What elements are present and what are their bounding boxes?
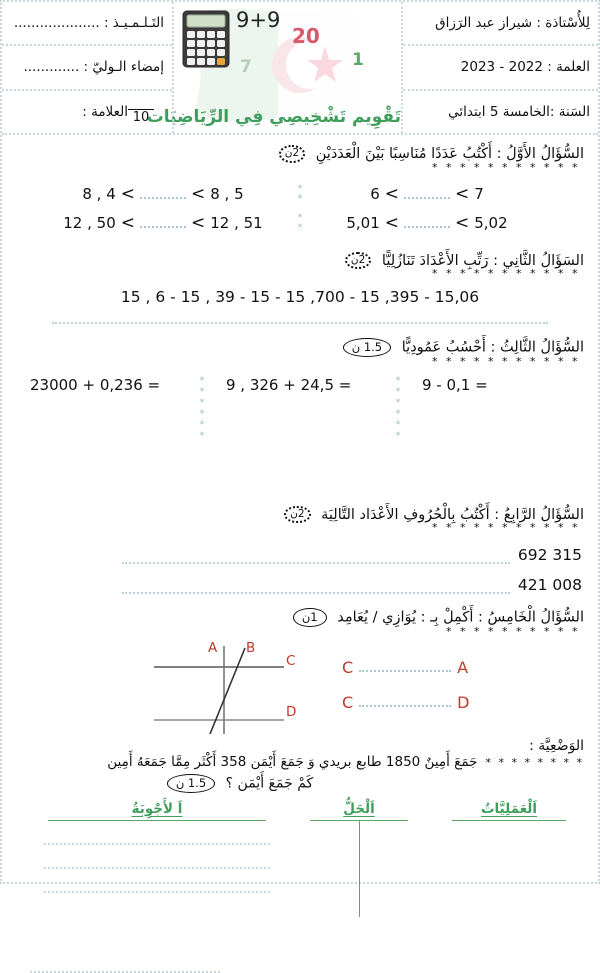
q1-r1-right-high: 7: [474, 185, 484, 204]
diagram-label-b: B: [246, 639, 256, 656]
mark-fraction[interactable]: [128, 99, 154, 124]
diagram-label-a: A: [208, 639, 218, 656]
diagram-label-c: C: [286, 652, 296, 669]
col-solution-title: اَلْحَلُّ: [343, 800, 375, 817]
q1-r2-left-high: 12 , 51: [210, 214, 263, 233]
q5-row2-blank[interactable]: [359, 697, 451, 707]
column-separator-dots: * *: [297, 213, 303, 234]
col-answers-title: اَ لأَجْوِبَةُ: [131, 800, 183, 817]
less-than-icon: <: [120, 213, 135, 234]
q1-r2-right-blank[interactable]: [404, 219, 450, 228]
col-answers-rule: [48, 820, 266, 821]
q5-answer-row-2[interactable]: [342, 693, 588, 712]
header-sum-badge: 9+9: [236, 8, 281, 32]
q1-r1-left-high: 8 , 5: [210, 185, 244, 204]
question-1-row: [12, 180, 588, 209]
q5-row1-right-label: A: [457, 657, 469, 677]
question-5-diagram: [12, 639, 312, 734]
situation-stars: * * * * * * * *: [485, 755, 584, 769]
worksheet-title: تَقْوِيم تَشْخِيصِي فِي الرِّيَاضِيَات: [146, 107, 401, 127]
less-than-icon: <: [191, 184, 206, 205]
question-1-stars: * * * * * * * * * * *: [432, 160, 580, 174]
question-2-answer-line[interactable]: [52, 322, 548, 324]
q4-number-2: 421 008: [517, 576, 582, 595]
question-4-stars: * * * * * * * * * * *: [432, 521, 580, 535]
diagram-label-d: D: [286, 703, 297, 720]
question-3-stars: * * * * * * * * * * *: [432, 354, 580, 368]
less-than-icon: <: [384, 213, 399, 234]
question-3-points: 1.5 ن: [343, 338, 391, 357]
answer-write-line[interactable]: [44, 891, 270, 893]
situation-question-row: [12, 774, 588, 793]
question-1-row: [12, 209, 588, 238]
calculator-icon: [182, 10, 230, 68]
q1-r2-right-pair[interactable]: [311, 213, 543, 233]
solution-col-answers: [26, 799, 288, 917]
pupil-name-field[interactable]: التَـلـمـيـذ : ....................: [2, 2, 172, 46]
question-5-points: 1ن: [293, 608, 327, 627]
question-4-points: 2ن: [284, 506, 310, 524]
lines-geometry-figure: [12, 639, 312, 734]
question-5-area: [12, 639, 588, 734]
header-badge-1: 1: [352, 50, 364, 70]
q1-r2-right-high: 5,02: [474, 214, 508, 233]
q3-item-3: 23000 + 0,236 =: [30, 375, 161, 394]
situation-statement-row: [12, 754, 588, 770]
q1-r2-left-low: 12 , 50: [63, 214, 116, 233]
question-5-stars: * * * * * * * * * *: [446, 624, 580, 638]
situation-question: كَمْ جَمَعَ أَيْمَن ؟: [225, 775, 314, 792]
situation-points: 1.5 ن: [167, 774, 215, 793]
worksheet-header: [2, 2, 598, 135]
q1-r2-left-pair[interactable]: [57, 213, 289, 233]
header-badge-20: 20: [292, 24, 320, 48]
question-2-title: السَؤَالُ الثَّانِي : رَتِّبِ الأَعْدَادَ تَنَازُلِيًّا: [381, 252, 584, 269]
question-4-row: [12, 576, 588, 594]
less-than-icon: <: [191, 213, 206, 234]
question-5-answers: [312, 642, 588, 734]
q5-row1-blank[interactable]: [359, 662, 451, 672]
header-left-column: [2, 2, 174, 133]
solution-column-divider: [359, 821, 360, 917]
question-2-stars: * * * * * * * * * * *: [432, 267, 580, 281]
col-operations-title: اَلْعَمَلِيَّاتُ: [480, 800, 538, 817]
situation-text: جَمَعَ أَمِينٌ 1850 طابع بريدي وَ جَمَعَ أَيْمَن 358 أَكْثَر مِمَّا جَمَعَهُ أَمِين: [107, 753, 478, 770]
question-4-row: [12, 546, 588, 564]
q1-r2-right-low: 5,01: [346, 214, 380, 233]
q4-answer-line-2[interactable]: [122, 582, 510, 594]
q3-item-1: 9 - 0,1 =: [422, 375, 488, 394]
mark-label: العلامة :: [82, 103, 128, 120]
q5-answer-row-1[interactable]: [342, 658, 588, 677]
q5-row2-right-label: D: [457, 692, 470, 712]
less-than-icon: <: [384, 184, 399, 205]
header-center-column: [146, 2, 401, 133]
parent-signature-field[interactable]: إمضاء الـوليّ : .............: [2, 46, 172, 90]
q3-item-2: 9 , 326 + 24,5 =: [226, 375, 352, 394]
question-3-title: السُّؤَالُ الثَّالِثُ : أَحْسُبُ عَمُودِيًّا: [401, 339, 584, 356]
less-than-icon: <: [455, 213, 470, 234]
question-3-items: [12, 376, 588, 442]
mark-field: [2, 91, 172, 133]
less-than-icon: <: [120, 184, 135, 205]
school-year-field: العلمة : 2022 - 2023: [403, 46, 598, 90]
less-than-icon: <: [455, 184, 470, 205]
mark-total: 10: [132, 110, 150, 126]
q1-r1-right-blank[interactable]: [404, 190, 450, 199]
column-separator-dots: * * * * * *: [395, 375, 401, 441]
question-2-points: 2ن: [345, 252, 371, 270]
header-right-column: [401, 2, 598, 133]
q4-answer-line-1[interactable]: [122, 552, 510, 564]
question-1-title: السُّؤَالُ الأَوَّلُ : أَكْتُبُ عَدَدًا مُنَاسِبًا بَيْنَ الْعَدَدَيْنِ: [315, 145, 584, 162]
question-2-sequence: 15 , 6 - 15 , 39 - 15 - 15 ,700 - 15 ,395 - 15,06: [120, 288, 480, 307]
answer-write-line[interactable]: [44, 867, 270, 869]
question-4-title: السُّؤَالُ الرَّابِعُ : أَكْتُبُ بِالْحُرُوفِ الأَعْدَاد التَّالِيَة: [321, 506, 584, 523]
q1-r2-left-blank[interactable]: [140, 219, 186, 228]
q5-row1-left-label: C: [342, 657, 354, 677]
column-separator-dots: * *: [297, 184, 303, 205]
teacher-field: لِلأُسْتاذة : شيراز عبد الرَزاق: [403, 2, 598, 46]
q1-r1-left-low: 8 , 4: [82, 185, 116, 204]
question-3-work-area[interactable]: [12, 442, 588, 514]
level-field: السَنة :الخامسة 5 ابتدائي: [448, 103, 590, 120]
question-1-points: 2ن: [279, 145, 305, 163]
answer-write-line[interactable]: [44, 843, 270, 845]
col-operations-rule: [452, 820, 566, 821]
q1-r1-right-pair[interactable]: [311, 184, 543, 204]
solution-table: [12, 799, 588, 917]
solution-col-operations: [430, 799, 588, 917]
solution-col-solution: [288, 799, 430, 917]
question-5-title: السُّؤَالُ الْخَامِسُ : أَكْمِلْ بِـ : يُوَازِي / يُعَامِد: [337, 609, 584, 626]
worksheet-body: [2, 145, 598, 917]
question-1-rows: [12, 180, 588, 238]
situation-label: الوَضْعِيَّة :: [529, 737, 584, 754]
q4-number-1: 692 315: [517, 546, 582, 565]
q1-r1-left-blank[interactable]: [140, 190, 186, 199]
q5-row2-left-label: C: [342, 692, 354, 712]
q1-r1-left-pair[interactable]: [57, 184, 289, 204]
header-badge-7: 7: [240, 57, 252, 77]
q1-r1-right-low: 6: [370, 185, 380, 204]
column-separator-dots: * * * * * *: [199, 375, 205, 441]
